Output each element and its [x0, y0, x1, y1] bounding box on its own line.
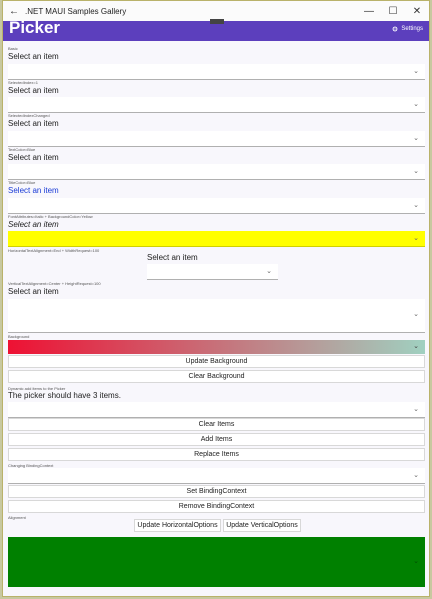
selected-index-changed-label: Select an item: [8, 119, 59, 128]
font-attributes-label: Select an item: [8, 220, 59, 229]
chevron-down-icon: ⌄: [413, 235, 419, 242]
horizontal-alignment-picker[interactable]: [147, 264, 278, 280]
caption-selected-index-changed: SelectedIndexChanged: [8, 113, 50, 118]
font-attributes-picker[interactable]: [8, 231, 425, 247]
caption-font-attributes: FontAttributes=Italic + BackgroundColor=Yellow: [8, 214, 93, 219]
close-button[interactable]: ✕: [412, 5, 422, 17]
title-color-picker[interactable]: [8, 198, 425, 214]
caption-title-color: TitleColor=Blue: [8, 180, 36, 185]
chevron-down-icon: ⌄: [413, 202, 419, 209]
basic-picker-label: Select an item: [8, 52, 59, 61]
gear-icon: [392, 26, 398, 32]
settings-label: Settings: [401, 26, 423, 32]
set-binding-context-button[interactable]: Set BindingContext: [8, 485, 425, 498]
selected-index-picker[interactable]: [8, 97, 425, 113]
remove-binding-context-button[interactable]: Remove BindingContext: [8, 500, 425, 513]
update-vertical-options-button[interactable]: Update VerticalOptions: [223, 519, 301, 532]
window-title: .NET MAUI Samples Gallery: [25, 6, 127, 16]
selected-index-changed-picker[interactable]: [8, 131, 425, 147]
app-window: [2, 0, 430, 597]
caption-background: Background: [8, 334, 30, 339]
caption-selected-index: SelectedIndex=1: [8, 80, 38, 85]
text-color-picker[interactable]: [8, 164, 425, 180]
caption-vertical-alignment: VerticalTextAlignment=Center + HeightRequest=100: [8, 281, 101, 286]
replace-items-button[interactable]: Replace Items: [8, 448, 425, 461]
minimize-button[interactable]: —: [364, 5, 374, 17]
back-arrow-icon[interactable]: ←: [9, 5, 19, 17]
dynamic-message: The picker should have 3 items.: [8, 391, 121, 400]
dynamic-picker[interactable]: [8, 402, 425, 418]
title-color-label: Select an item: [8, 186, 59, 195]
debug-badge: [210, 19, 224, 24]
update-background-button[interactable]: Update Background: [8, 355, 425, 368]
caption-dynamic: Dynamic add items to the Picker: [8, 386, 66, 391]
maximize-button[interactable]: ☐: [388, 5, 398, 17]
selected-index-label: Select an item: [8, 86, 59, 95]
caption-horizontal-alignment: HorizontalTextAlignment=End + WidthRequest=100: [8, 248, 100, 253]
basic-picker[interactable]: [8, 64, 425, 80]
caption-basic: Basic: [8, 46, 18, 51]
vertical-alignment-picker[interactable]: [8, 299, 425, 333]
page-header: [3, 18, 429, 41]
settings-button[interactable]: [392, 26, 423, 32]
chevron-down-icon: ⌄: [413, 168, 419, 175]
caption-alignment: Alignment: [8, 515, 26, 520]
vertical-alignment-label: Select an item: [8, 287, 59, 296]
chevron-down-icon: ⌄: [413, 311, 419, 318]
caption-binding-context: Changing BindingContext: [8, 463, 54, 468]
chevron-down-icon: ⌄: [413, 406, 419, 413]
chevron-down-icon: ⌄: [266, 268, 272, 275]
horizontal-alignment-label: Select an item: [147, 253, 198, 262]
text-color-label: Select an item: [8, 153, 59, 162]
caption-text-color: TextColor=Blue: [8, 147, 36, 152]
clear-background-button[interactable]: Clear Background: [8, 370, 425, 383]
chevron-down-icon: ⌄: [413, 472, 419, 479]
chevron-down-icon: ⌄: [413, 343, 419, 350]
binding-context-picker[interactable]: [8, 468, 425, 484]
chevron-down-icon: ⌄: [413, 68, 419, 75]
add-items-button[interactable]: Add Items: [8, 433, 425, 446]
page-title: Picker: [9, 18, 61, 37]
title-bar: [3, 1, 429, 21]
clear-items-button[interactable]: Clear Items: [8, 418, 425, 431]
alignment-picker[interactable]: [8, 537, 425, 587]
update-horizontal-options-button[interactable]: Update HorizontalOptions: [134, 519, 221, 532]
chevron-down-icon: ⌄: [413, 135, 419, 142]
background-picker[interactable]: [8, 340, 425, 354]
chevron-down-icon: ⌄: [413, 558, 419, 565]
chevron-down-icon: ⌄: [413, 101, 419, 108]
